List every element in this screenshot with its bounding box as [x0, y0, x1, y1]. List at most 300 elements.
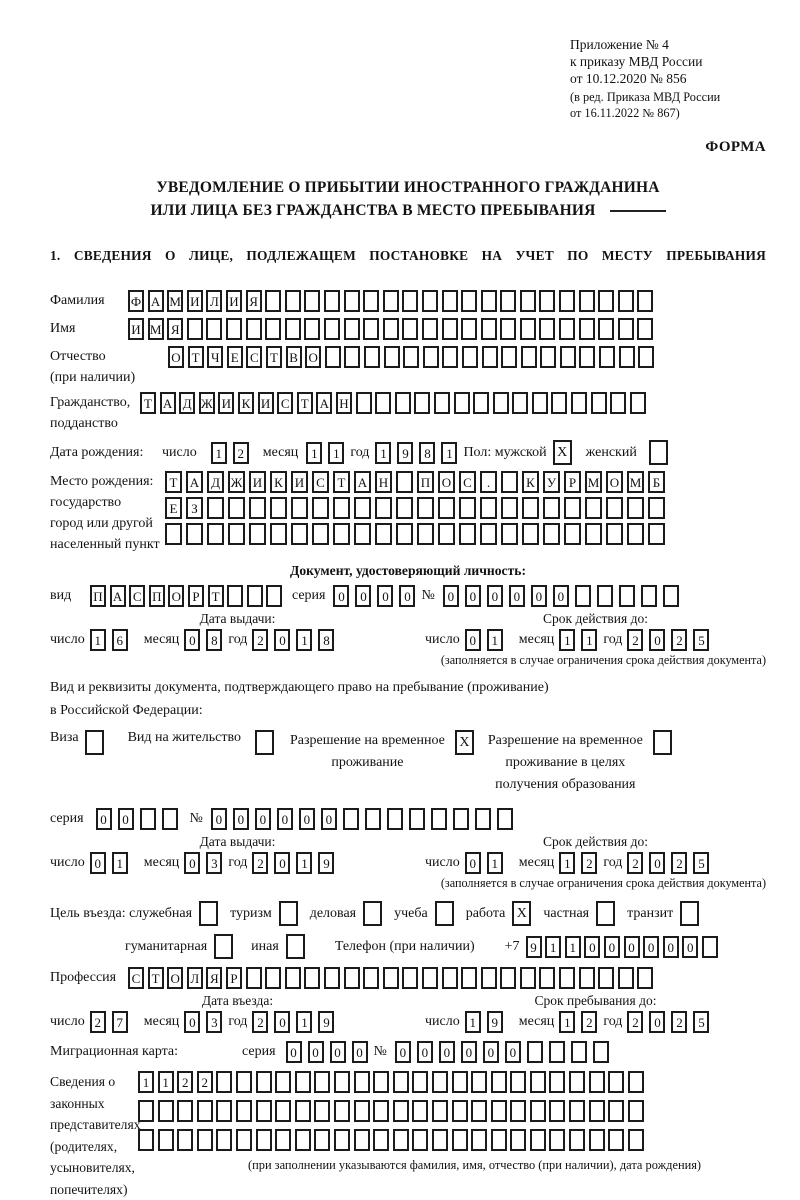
char-box[interactable]	[291, 523, 308, 545]
char-box[interactable]	[532, 392, 548, 414]
char-box[interactable]	[597, 585, 613, 607]
char-box[interactable]: Н	[375, 471, 392, 493]
char-box[interactable]	[627, 523, 644, 545]
char-box[interactable]: Т	[140, 392, 156, 414]
char-box[interactable]	[364, 346, 380, 368]
char-box[interactable]	[637, 290, 653, 312]
char-box[interactable]: С	[277, 392, 293, 414]
char-box[interactable]: 0	[184, 852, 200, 874]
char-box[interactable]	[249, 523, 266, 545]
stay-until-year-boxes[interactable]	[627, 1011, 715, 1033]
char-box[interactable]: Я	[167, 318, 183, 340]
char-box[interactable]	[630, 392, 646, 414]
profession-boxes[interactable]	[128, 967, 657, 989]
char-box[interactable]: 2	[233, 442, 249, 464]
char-box[interactable]	[510, 1100, 526, 1122]
char-box[interactable]: 0	[355, 585, 371, 607]
char-box[interactable]	[648, 523, 665, 545]
char-box[interactable]	[618, 290, 634, 312]
char-box[interactable]	[334, 1071, 350, 1093]
char-box[interactable]: И	[128, 318, 144, 340]
char-box[interactable]: 2	[671, 852, 687, 874]
char-box[interactable]	[598, 967, 614, 989]
char-box[interactable]	[618, 967, 634, 989]
char-box[interactable]: А	[110, 585, 126, 607]
char-box[interactable]	[197, 1100, 213, 1122]
char-box[interactable]: 1	[545, 936, 561, 958]
char-box[interactable]: 2	[627, 852, 643, 874]
char-box[interactable]	[461, 290, 477, 312]
birth-place-row2[interactable]	[165, 497, 669, 519]
char-box[interactable]	[549, 1071, 565, 1093]
entry-year-boxes[interactable]	[252, 1011, 340, 1033]
char-box[interactable]	[275, 1129, 291, 1151]
char-box[interactable]	[393, 1071, 409, 1093]
char-box[interactable]	[412, 1100, 428, 1122]
char-box[interactable]: Т	[188, 346, 204, 368]
char-box[interactable]	[249, 497, 266, 519]
char-box[interactable]: 1	[90, 629, 106, 651]
char-box[interactable]	[539, 967, 555, 989]
char-box[interactable]: М	[585, 471, 602, 493]
char-box[interactable]	[608, 1071, 624, 1093]
char-box[interactable]: С	[128, 967, 144, 989]
char-box[interactable]	[559, 967, 575, 989]
char-box[interactable]	[162, 808, 178, 830]
char-box[interactable]: 7	[112, 1011, 128, 1033]
representatives-row2[interactable]	[138, 1100, 701, 1122]
char-box[interactable]: О	[167, 967, 183, 989]
char-box[interactable]: 1	[158, 1071, 174, 1093]
char-box[interactable]: О	[606, 471, 623, 493]
char-box[interactable]: Д	[179, 392, 195, 414]
char-box[interactable]	[520, 967, 536, 989]
char-box[interactable]	[501, 497, 518, 519]
char-box[interactable]	[480, 523, 497, 545]
char-box[interactable]	[295, 1129, 311, 1151]
char-box[interactable]	[452, 1071, 468, 1093]
char-box[interactable]: 1	[465, 1011, 481, 1033]
char-box[interactable]	[140, 808, 156, 830]
purpose-work-checkbox[interactable]: X	[512, 901, 531, 926]
char-box[interactable]	[216, 1071, 232, 1093]
citizenship-boxes[interactable]	[140, 392, 649, 414]
char-box[interactable]: 5	[693, 629, 709, 651]
char-box[interactable]: 0	[277, 808, 293, 830]
char-box[interactable]: Д	[207, 471, 224, 493]
purpose-official-checkbox[interactable]	[199, 901, 218, 926]
char-box[interactable]: О	[168, 346, 184, 368]
until-year-boxes[interactable]	[627, 852, 715, 874]
char-box[interactable]: 0	[352, 1041, 368, 1063]
char-box[interactable]	[589, 1129, 605, 1151]
char-box[interactable]	[579, 346, 595, 368]
char-box[interactable]	[560, 346, 576, 368]
char-box[interactable]	[256, 1071, 272, 1093]
char-box[interactable]	[207, 497, 224, 519]
char-box[interactable]	[575, 585, 591, 607]
char-box[interactable]	[333, 497, 350, 519]
char-box[interactable]: 0	[624, 936, 640, 958]
char-box[interactable]: 0	[487, 585, 503, 607]
birth-year-boxes[interactable]	[375, 442, 463, 464]
char-box[interactable]	[475, 808, 491, 830]
char-box[interactable]	[438, 523, 455, 545]
char-box[interactable]	[510, 1071, 526, 1093]
char-box[interactable]: И	[291, 471, 308, 493]
char-box[interactable]	[454, 392, 470, 414]
char-box[interactable]	[295, 1071, 311, 1093]
birth-day-boxes[interactable]	[211, 442, 255, 464]
char-box[interactable]	[569, 1071, 585, 1093]
char-box[interactable]	[396, 497, 413, 519]
char-box[interactable]	[520, 290, 536, 312]
char-box[interactable]	[383, 318, 399, 340]
char-box[interactable]	[585, 497, 602, 519]
char-box[interactable]: Е	[227, 346, 243, 368]
purpose-transit-checkbox[interactable]	[680, 901, 699, 926]
char-box[interactable]	[559, 318, 575, 340]
birth-month-boxes[interactable]	[306, 442, 350, 464]
until-day-boxes[interactable]	[465, 629, 509, 651]
char-box[interactable]	[265, 318, 281, 340]
char-box[interactable]	[314, 1100, 330, 1122]
char-box[interactable]: 1	[559, 629, 575, 651]
issue-year-boxes[interactable]	[252, 852, 340, 874]
char-box[interactable]: 2	[627, 629, 643, 651]
char-box[interactable]	[462, 346, 478, 368]
char-box[interactable]: 0	[255, 808, 271, 830]
char-box[interactable]: 9	[397, 442, 413, 464]
char-box[interactable]: 1	[112, 852, 128, 874]
char-box[interactable]	[295, 1100, 311, 1122]
char-box[interactable]	[501, 523, 518, 545]
char-box[interactable]: 8	[206, 629, 222, 651]
char-box[interactable]: 2	[90, 1011, 106, 1033]
char-box[interactable]	[606, 497, 623, 519]
char-box[interactable]	[384, 346, 400, 368]
char-box[interactable]	[177, 1100, 193, 1122]
char-box[interactable]	[256, 1129, 272, 1151]
char-box[interactable]	[138, 1129, 154, 1151]
purpose-other-checkbox[interactable]	[286, 934, 305, 959]
sex-female-checkbox[interactable]	[649, 440, 668, 465]
entry-month-boxes[interactable]	[184, 1011, 228, 1033]
char-box[interactable]: 0	[118, 808, 134, 830]
char-box[interactable]: 1	[296, 852, 312, 874]
char-box[interactable]: 0	[553, 585, 569, 607]
char-box[interactable]	[291, 497, 308, 519]
char-box[interactable]	[500, 290, 516, 312]
char-box[interactable]	[207, 523, 224, 545]
char-box[interactable]	[393, 1100, 409, 1122]
char-box[interactable]: 9	[487, 1011, 503, 1033]
stay-until-month-boxes[interactable]	[559, 1011, 603, 1033]
char-box[interactable]: 1	[581, 629, 597, 651]
char-box[interactable]: С	[312, 471, 329, 493]
purpose-tourism-checkbox[interactable]	[279, 901, 298, 926]
char-box[interactable]	[412, 1071, 428, 1093]
char-box[interactable]	[491, 1100, 507, 1122]
char-box[interactable]	[228, 497, 245, 519]
char-box[interactable]	[491, 1071, 507, 1093]
char-box[interactable]	[414, 392, 430, 414]
char-box[interactable]	[551, 392, 567, 414]
char-box[interactable]	[500, 318, 516, 340]
char-box[interactable]: И	[226, 290, 242, 312]
char-box[interactable]	[559, 290, 575, 312]
char-box[interactable]	[373, 1071, 389, 1093]
entry-day-boxes[interactable]	[90, 1011, 134, 1033]
visa-checkbox[interactable]	[85, 730, 104, 755]
stay-until-day-boxes[interactable]	[465, 1011, 509, 1033]
char-box[interactable]: 1	[296, 629, 312, 651]
char-box[interactable]: А	[316, 392, 332, 414]
char-box[interactable]: Р	[564, 471, 581, 493]
char-box[interactable]	[395, 392, 411, 414]
char-box[interactable]: 1	[306, 442, 322, 464]
char-box[interactable]: 1	[565, 936, 581, 958]
char-box[interactable]	[422, 967, 438, 989]
char-box[interactable]	[266, 585, 282, 607]
char-box[interactable]	[522, 497, 539, 519]
char-box[interactable]: 0	[330, 1041, 346, 1063]
char-box[interactable]	[481, 967, 497, 989]
char-box[interactable]: Е	[165, 497, 182, 519]
char-box[interactable]	[285, 318, 301, 340]
char-box[interactable]	[324, 967, 340, 989]
char-box[interactable]: 0	[308, 1041, 324, 1063]
char-box[interactable]	[530, 1100, 546, 1122]
char-box[interactable]	[265, 967, 281, 989]
patronymic-boxes[interactable]	[168, 346, 658, 368]
char-box[interactable]: 6	[112, 629, 128, 651]
char-box[interactable]	[473, 392, 489, 414]
char-box[interactable]: 0	[461, 1041, 477, 1063]
char-box[interactable]	[564, 523, 581, 545]
char-box[interactable]	[619, 585, 635, 607]
char-box[interactable]: 2	[581, 1011, 597, 1033]
birth-place-row1[interactable]	[165, 471, 669, 493]
migration-series-boxes[interactable]	[286, 1041, 374, 1063]
char-box[interactable]: 1	[487, 852, 503, 874]
char-box[interactable]	[493, 392, 509, 414]
char-box[interactable]: О	[168, 585, 184, 607]
char-box[interactable]: 0	[321, 808, 337, 830]
char-box[interactable]	[246, 967, 262, 989]
char-box[interactable]: 9	[318, 852, 334, 874]
char-box[interactable]	[275, 1071, 291, 1093]
char-box[interactable]	[158, 1100, 174, 1122]
until-month-boxes[interactable]	[559, 852, 603, 874]
char-box[interactable]: 5	[693, 1011, 709, 1033]
char-box[interactable]	[354, 1071, 370, 1093]
char-box[interactable]: 0	[483, 1041, 499, 1063]
issue-year-boxes[interactable]	[252, 629, 340, 651]
char-box[interactable]	[591, 392, 607, 414]
char-box[interactable]: У	[543, 471, 560, 493]
char-box[interactable]: 8	[318, 629, 334, 651]
char-box[interactable]	[579, 290, 595, 312]
char-box[interactable]	[628, 1100, 644, 1122]
char-box[interactable]: 1	[296, 1011, 312, 1033]
representatives-row3[interactable]	[138, 1129, 701, 1151]
char-box[interactable]	[165, 523, 182, 545]
char-box[interactable]: 0	[649, 852, 665, 874]
char-box[interactable]	[442, 318, 458, 340]
char-box[interactable]	[442, 967, 458, 989]
char-box[interactable]	[270, 497, 287, 519]
char-box[interactable]: Т	[208, 585, 224, 607]
char-box[interactable]	[540, 346, 556, 368]
char-box[interactable]	[638, 346, 654, 368]
char-box[interactable]	[334, 1129, 350, 1151]
char-box[interactable]	[228, 523, 245, 545]
char-box[interactable]: Т	[266, 346, 282, 368]
char-box[interactable]	[579, 967, 595, 989]
char-box[interactable]	[431, 808, 447, 830]
char-box[interactable]: 2	[627, 1011, 643, 1033]
char-box[interactable]	[569, 1100, 585, 1122]
char-box[interactable]: 5	[693, 852, 709, 874]
char-box[interactable]: 0	[399, 585, 415, 607]
char-box[interactable]	[417, 523, 434, 545]
char-box[interactable]	[442, 346, 458, 368]
char-box[interactable]	[461, 967, 477, 989]
char-box[interactable]	[216, 1129, 232, 1151]
char-box[interactable]	[539, 318, 555, 340]
char-box[interactable]	[648, 497, 665, 519]
char-box[interactable]	[663, 585, 679, 607]
char-box[interactable]: Л	[206, 290, 222, 312]
char-box[interactable]	[265, 290, 281, 312]
char-box[interactable]	[363, 967, 379, 989]
char-box[interactable]	[365, 808, 381, 830]
char-box[interactable]: А	[148, 290, 164, 312]
char-box[interactable]	[442, 290, 458, 312]
char-box[interactable]: 8	[419, 442, 435, 464]
char-box[interactable]	[356, 392, 372, 414]
char-box[interactable]: 0	[211, 808, 227, 830]
char-box[interactable]: 0	[395, 1041, 411, 1063]
char-box[interactable]: 0	[286, 1041, 302, 1063]
char-box[interactable]: 2	[252, 629, 268, 651]
char-box[interactable]	[438, 497, 455, 519]
char-box[interactable]: 0	[274, 629, 290, 651]
char-box[interactable]: 0	[274, 852, 290, 874]
char-box[interactable]	[314, 1129, 330, 1151]
char-box[interactable]	[314, 1071, 330, 1093]
birth-place-row3[interactable]	[165, 523, 669, 545]
char-box[interactable]	[549, 1100, 565, 1122]
char-box[interactable]: М	[627, 471, 644, 493]
char-box[interactable]: О	[305, 346, 321, 368]
char-box[interactable]	[402, 318, 418, 340]
char-box[interactable]	[343, 808, 359, 830]
doc-kind-boxes[interactable]	[90, 585, 286, 607]
char-box[interactable]	[618, 318, 634, 340]
char-box[interactable]: 9	[526, 936, 542, 958]
char-box[interactable]: 0	[465, 585, 481, 607]
char-box[interactable]	[304, 318, 320, 340]
char-box[interactable]: Ч	[207, 346, 223, 368]
char-box[interactable]	[158, 1129, 174, 1151]
issue-month-boxes[interactable]	[184, 852, 228, 874]
char-box[interactable]	[482, 346, 498, 368]
char-box[interactable]	[608, 1100, 624, 1122]
char-box[interactable]	[285, 290, 301, 312]
char-box[interactable]	[246, 318, 262, 340]
until-day-boxes[interactable]	[465, 852, 509, 874]
char-box[interactable]	[275, 1100, 291, 1122]
char-box[interactable]: 1	[487, 629, 503, 651]
doc-series-boxes[interactable]	[333, 585, 421, 607]
char-box[interactable]	[571, 392, 587, 414]
char-box[interactable]: Т	[297, 392, 313, 414]
char-box[interactable]	[471, 1071, 487, 1093]
char-box[interactable]: 0	[299, 808, 315, 830]
char-box[interactable]	[453, 808, 469, 830]
char-box[interactable]: Ж	[228, 471, 245, 493]
char-box[interactable]	[585, 523, 602, 545]
char-box[interactable]	[197, 1129, 213, 1151]
char-box[interactable]	[501, 346, 517, 368]
char-box[interactable]: 0	[649, 1011, 665, 1033]
char-box[interactable]: Т	[148, 967, 164, 989]
char-box[interactable]: З	[186, 497, 203, 519]
char-box[interactable]	[481, 318, 497, 340]
char-box[interactable]	[702, 936, 718, 958]
char-box[interactable]: 2	[252, 852, 268, 874]
char-box[interactable]: 2	[671, 629, 687, 651]
given-name-boxes[interactable]	[128, 318, 657, 340]
char-box[interactable]: Ж	[199, 392, 215, 414]
char-box[interactable]	[628, 1071, 644, 1093]
purpose-study-checkbox[interactable]	[435, 901, 454, 926]
char-box[interactable]	[543, 497, 560, 519]
char-box[interactable]: 0	[682, 936, 698, 958]
char-box[interactable]	[641, 585, 657, 607]
char-box[interactable]: 1	[559, 1011, 575, 1033]
char-box[interactable]	[520, 318, 536, 340]
char-box[interactable]	[432, 1100, 448, 1122]
char-box[interactable]	[312, 523, 329, 545]
char-box[interactable]: К	[238, 392, 254, 414]
char-box[interactable]: Т	[165, 471, 182, 493]
temp-permit-edu-checkbox[interactable]	[653, 730, 672, 755]
char-box[interactable]: С	[459, 471, 476, 493]
char-box[interactable]	[619, 346, 635, 368]
char-box[interactable]: 0	[443, 585, 459, 607]
char-box[interactable]: 2	[581, 852, 597, 874]
char-box[interactable]	[177, 1129, 193, 1151]
char-box[interactable]	[501, 471, 518, 493]
char-box[interactable]: Б	[648, 471, 665, 493]
char-box[interactable]	[334, 1100, 350, 1122]
char-box[interactable]	[333, 523, 350, 545]
residence-permit-checkbox[interactable]	[255, 730, 274, 755]
char-box[interactable]: 2	[197, 1071, 213, 1093]
char-box[interactable]	[422, 290, 438, 312]
char-box[interactable]	[549, 1041, 565, 1063]
char-box[interactable]	[285, 967, 301, 989]
surname-boxes[interactable]	[128, 290, 657, 312]
char-box[interactable]	[491, 1129, 507, 1151]
char-box[interactable]	[510, 1129, 526, 1151]
char-box[interactable]: И	[249, 471, 266, 493]
char-box[interactable]: 0	[649, 629, 665, 651]
migration-number-boxes[interactable]	[395, 1041, 615, 1063]
